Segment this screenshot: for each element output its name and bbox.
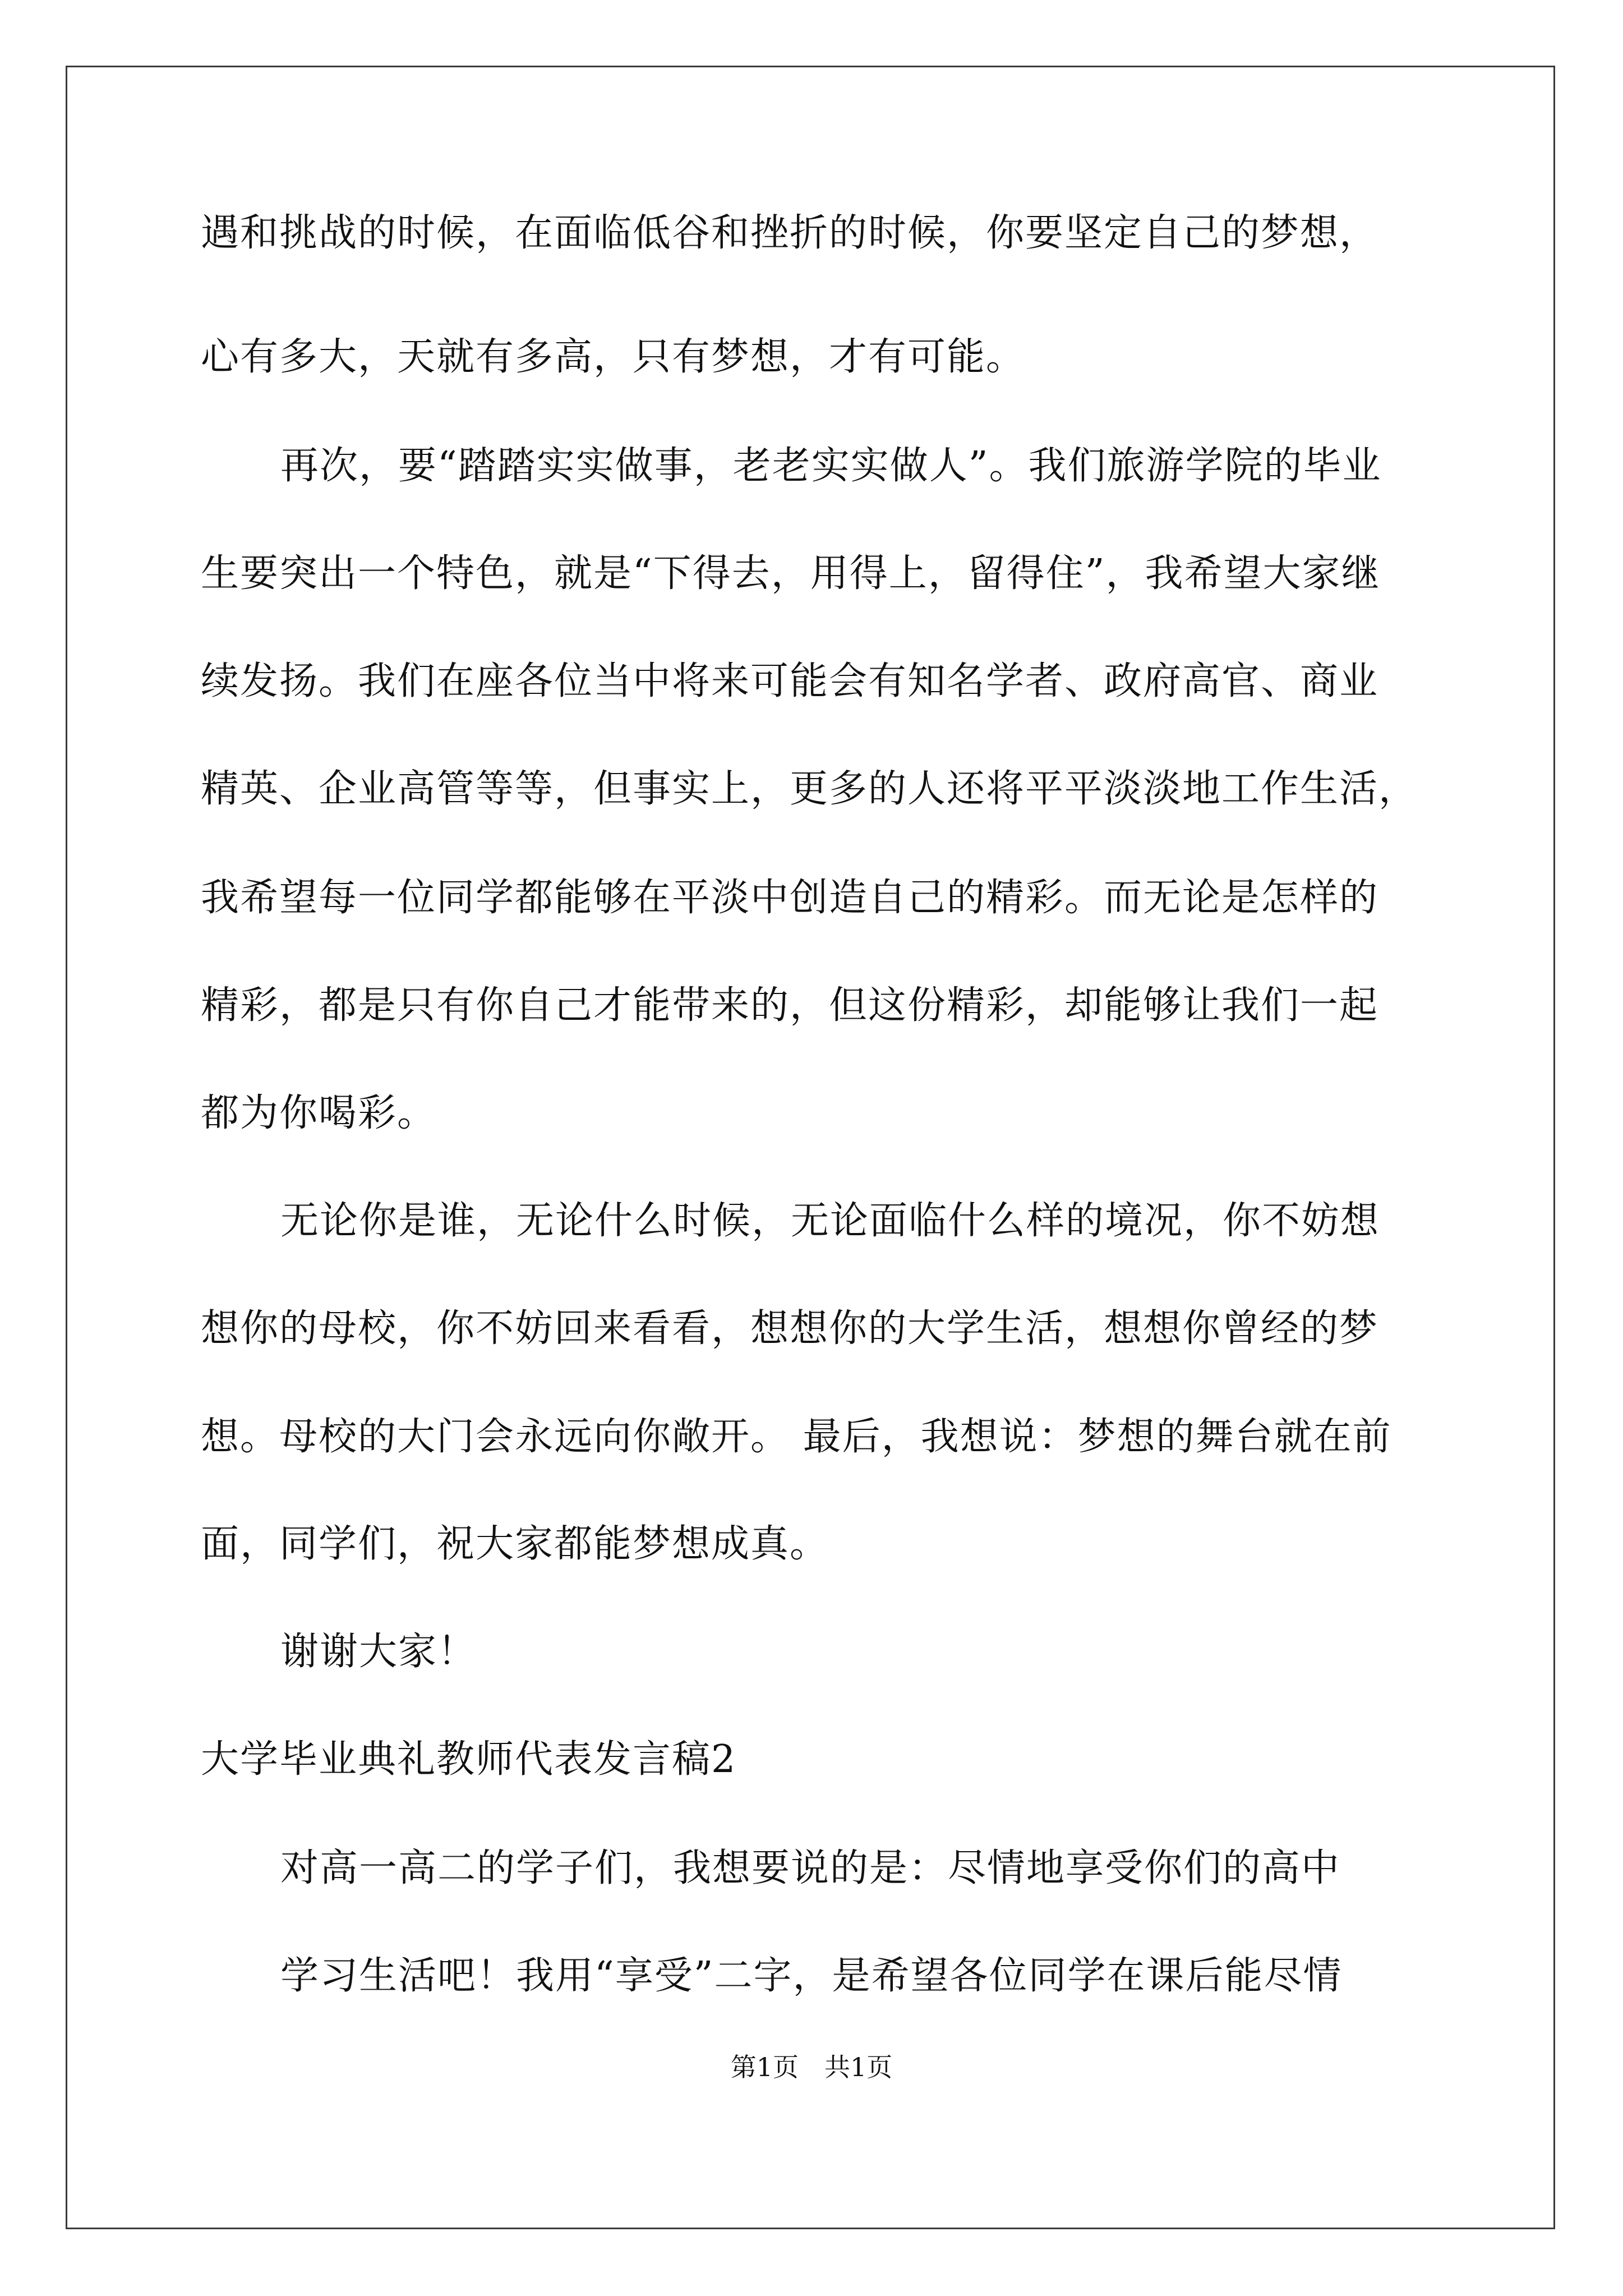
body-line-16: 学习生活吧！我用“享受”二字，是希望各位同学在课后能尽情	[280, 1954, 1343, 1998]
body-line-13: 面，同学们，祝大家都能梦想成真。	[201, 1522, 829, 1566]
body-line-8: 精彩，都是只有你自己才能带来的，但这份精彩，却能够让我们一起	[201, 983, 1379, 1028]
body-line-10: 无论你是谁，无论什么时候，无论面临什么样的境况，你不妨想	[280, 1199, 1380, 1243]
body-line-9: 都为你喝彩。	[201, 1091, 437, 1135]
body-line-7: 我希望每一位同学都能够在平淡中创造自己的精彩。而无论是怎样的	[201, 876, 1379, 920]
page-border	[66, 66, 1555, 2229]
body-line-5: 续发扬。我们在座各位当中将来可能会有知名学者、政府高官、商业	[201, 659, 1379, 703]
body-line-2: 心有多大，天就有多高，只有梦想，才有可能。	[201, 335, 1026, 379]
body-line-15: 对高一高二的学子们，我想要说的是：尽情地享受你们的高中	[280, 1846, 1341, 1890]
body-line-11: 想你的母校，你不妨回来看看，想想你的大学生活，想想你曾经的梦	[201, 1306, 1379, 1351]
page-footer: 第1页 共1页	[730, 2052, 893, 2082]
body-line-12: 想。母校的大门会永远向你敞开。 最后，我想说：梦想的舞台就在前	[201, 1415, 1392, 1459]
body-line-1: 遇和挑战的时候，在面临低谷和挫折的时候，你要坚定自己的梦想，	[201, 211, 1379, 255]
body-line-6: 精英、企业高管等等，但事实上，更多的人还将平平淡淡地工作生活，	[201, 767, 1418, 811]
body-line-4: 生要突出一个特色，就是“下得去，用得上，留得住”，我希望大家继	[201, 551, 1381, 596]
body-line-14: 谢谢大家！	[280, 1630, 477, 1674]
section-heading: 大学毕业典礼教师代表发言稿2	[201, 1737, 737, 1782]
body-line-3: 再次，要“踏踏实实做事，老老实实做人”。我们旅游学院的毕业	[280, 444, 1382, 488]
